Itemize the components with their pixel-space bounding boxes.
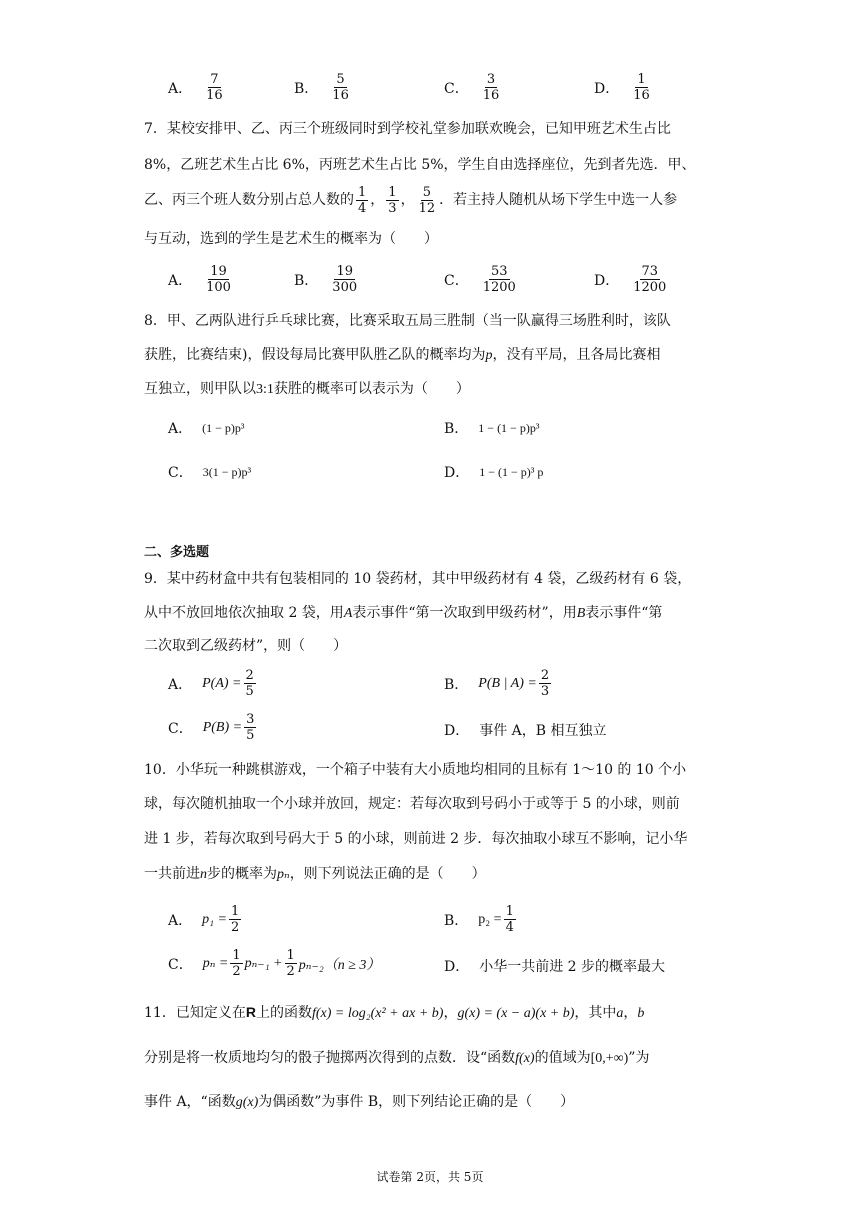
q9-line-2: 从中不放回地依次抽取 2 袋，用A表示事件“第一次取到甲级药材”，用B表示事件“第 <box>144 605 663 621</box>
q8-option-b: B． 1 − (1 − p)p³ <box>444 420 540 437</box>
q11-line-2: 分别是将一枚质地均匀的骰子抛掷两次得到的点数．设“函数f(x)的值域为[0,+∞)”为 <box>144 1050 650 1066</box>
q6-option-d <box>594 72 654 103</box>
fraction: $\frac{3}{16}$ <box>482 72 500 103</box>
q7-line-4: 与互动，选到的学生是艺术生的概率为（ ） <box>144 231 438 247</box>
fraction: $\frac{1}{3}$ <box>388 184 397 216</box>
q9-option-b: B． P(B | A) = $\frac{2}{3}$ <box>444 668 550 699</box>
q10-option-d: D． 小华一共前进 2 步的概率最大 <box>444 959 666 975</box>
fraction: $\frac{5}{16}$ <box>332 72 349 103</box>
q10-line-4: 一共前进n步的概率为pₙ，则下列说法正确的是（ ） <box>144 866 486 882</box>
section-heading: 二、多选题 <box>144 545 210 560</box>
fraction: $\frac{73}{1200}$ <box>633 264 667 295</box>
fraction: $\frac{19}{100}$ <box>206 264 231 295</box>
q10-option-a: A． p₁ = $\frac{1}{2}$ <box>168 904 240 935</box>
fraction: $\frac{7}{16}$ <box>206 72 223 103</box>
fraction: $\frac{53}{1200}$ <box>482 264 516 295</box>
q8-line-3: 互独立，则甲队以3:1获胜的概率可以表示为（ ） <box>144 381 470 397</box>
q6-option-c <box>444 72 503 103</box>
fraction: $\frac{1}{4}$ <box>358 184 367 216</box>
q10-line-3: 进 1 步，若每次取到号码大于 5 的小球，则前进 2 步．每次抽取小球互不影响，记小华 <box>144 831 688 847</box>
q6-option-b <box>294 72 353 103</box>
q9-line-1: 9．某中药材盒中共有包装相同的 10 袋药材，其中甲级药材有 4 袋，乙级药材有 6 袋， <box>144 571 692 587</box>
fraction: $\frac{2}{5}$ <box>245 668 254 699</box>
q8-option-d: D． 1 − (1 − p)³ p <box>444 464 544 481</box>
option-label: D． <box>594 80 620 97</box>
q7-option-b: B． $\frac{19}{300}$ <box>294 264 358 295</box>
q8-line-2: 获胜，比赛结束)，假设每局比赛甲队胜乙队的概率均为p，没有平局，且各局比赛相 <box>144 347 661 363</box>
fraction: $\frac{3}{5}$ <box>246 712 255 743</box>
fraction: $\frac{1}{4}$ <box>505 904 514 935</box>
option-label: C． <box>444 80 469 97</box>
q7-option-c: C． $\frac{53}{1200}$ <box>444 264 516 295</box>
q11-line-3: 事件 A，“函数g(x)为偶函数”为事件 B，则下列结论正确的是（ ） <box>144 1094 575 1110</box>
q9-option-a: A． P(A) = $\frac{2}{5}$ <box>168 668 254 699</box>
fraction: $\frac{1}{2}$ <box>232 948 241 979</box>
q7-option-a: A． $\frac{19}{100}$ <box>168 264 231 295</box>
q7-line-1: 7．某校安排甲、乙、丙三个班级同时到学校礼堂参加联欢晚会，已知甲班艺术生占比 <box>144 121 671 137</box>
q9-option-c: C． P(B) = $\frac{3}{5}$ <box>168 712 255 743</box>
fraction: $\frac{5}{12}$ <box>418 184 436 216</box>
q10-line-2: 球，每次随机抽取一个小球并放回，规定：若每次取到号码小于或等于 5 的小球，则前 <box>144 796 680 812</box>
q10-option-c: C． pₙ = $\frac{1}{2}$ pₙ₋₁ + $\frac{1}{2}$ pₙ₋₂（n ≥ 3） <box>168 948 381 979</box>
option-label: A． <box>168 80 193 97</box>
q8-option-a: A． (1 − p)p³ <box>168 420 245 437</box>
q8-line-1: 8．甲、乙两队进行乒乓球比赛，比赛采取五局三胜制（当一队赢得三场胜利时，该队 <box>144 313 671 329</box>
q8-option-c: C． 3(1 − p)p³ <box>168 464 252 481</box>
q10-option-b: B． p₂ = $\frac{1}{4}$ <box>444 904 514 935</box>
q7-option-d: D． $\frac{73}{1200}$ <box>594 264 667 295</box>
q9-option-d: D． 事件 A，B 相互独立 <box>444 723 607 739</box>
fraction: $\frac{1}{16}$ <box>633 72 650 103</box>
q7-line-3: 乙、丙三个班人数分别占总人数的 $\frac{1}{4}$ ， $\frac{1}{3}$ ， $\frac{5}{12}$ ．若主持人随机从场下学生中选一人参 <box>144 184 678 216</box>
fraction: $\frac{19}{300}$ <box>332 264 358 295</box>
q7-line-2: 8%，乙班艺术生占比 6%，丙班艺术生占比 5%，学生自由选择座位，先到者先选．甲、 <box>144 157 696 173</box>
page-footer: 试卷第 2页，共 5页 <box>376 1170 484 1184</box>
fraction: $\frac{1}{2}$ <box>230 904 240 935</box>
q10-line-1: 10．小华玩一种跳棋游戏，一个箱子中装有大小质地均相同的且标有 1～10 的 10 个小 <box>144 762 687 778</box>
fraction: $\frac{2}{3}$ <box>540 668 550 699</box>
q6-option-a <box>168 72 227 103</box>
q11-line-1: 11．已知定义在R上的函数f(x) = log₂(x² + ax + b)，g(x) = (x − a)(x + b)，其中a，b <box>144 1004 645 1021</box>
fraction: $\frac{1}{2}$ <box>286 948 295 979</box>
option-label: B． <box>294 80 319 97</box>
q9-line-3: 二次取到乙级药材”，则（ ） <box>144 638 348 654</box>
